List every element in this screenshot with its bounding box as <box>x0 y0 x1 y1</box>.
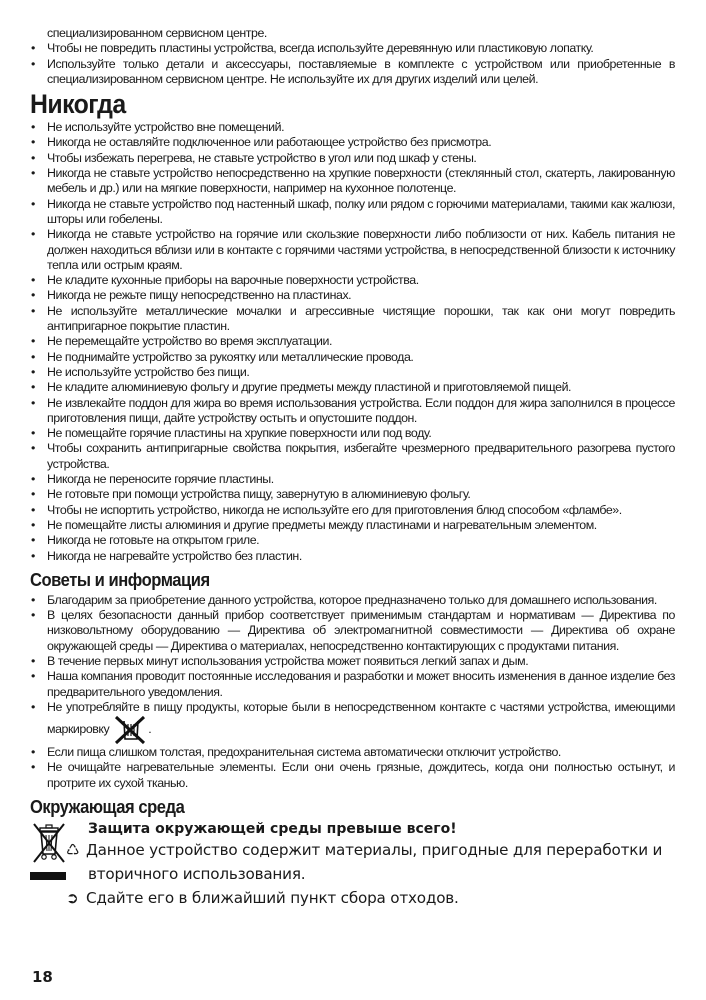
arrow-icon: ➲ <box>66 889 79 908</box>
list-item: • Не готовьте при помощи устройства пищу, завернутую в алюминиевую фольгу. <box>30 487 675 502</box>
list-item: • Чтобы не испортить устройство, никогда не используйте его для приготовления блюд способом «фламбе». <box>30 503 675 518</box>
page-number: 18 <box>32 968 53 986</box>
weee-bar <box>30 872 66 880</box>
list-item: • Чтобы сохранить антипригарные свойства покрытия, избегайте чрезмерного предварительного разогрева пустого устройства. <box>30 441 675 472</box>
list-item: • Благодарим за приобретение данного устройства, которое предназначено только для домашнего использования. <box>30 593 675 608</box>
environment-headline: Защита окружающей среды превыше всего! <box>88 821 457 838</box>
list-item: • Не очищайте нагревательные элементы. Если они очень грязные, дождитесь, когда они полностью остынут, и протрите их сухой тканью. <box>30 760 675 791</box>
list-item: • Не используйте устройство вне помещений. <box>30 120 675 135</box>
list-item: • Никогда не ставьте устройство под настенный шкаф, полку или рядом с горючими материалами, такими как жалюзи, шторы или гобелены. <box>30 197 675 228</box>
top-list <box>30 41 675 87</box>
list-item: • Чтобы не повредить пластины устройства, всегда используйте деревянную или пластиковую лопатку. <box>30 41 675 56</box>
not-food-contact-icon <box>112 715 148 745</box>
never-list <box>30 120 675 564</box>
list-item: • Используйте только детали и аксессуары, поставляемые в комплекте с устройством или приобретенные в специализированном сервисном центре. Не используйте их для других изделий или целей. <box>30 57 675 88</box>
list-item: • Если пища слишком толстая, предохранительная система автоматически отключит устройство. <box>30 745 675 760</box>
list-item: • Никогда не режьте пищу непосредственно на пластинах. <box>30 288 675 303</box>
recycle-icon: ♺ <box>66 841 80 860</box>
list-item: • Не кладите кухонные приборы на варочные поверхности устройства. <box>30 273 675 288</box>
continued-line: специализированном сервисном центре. <box>47 26 267 40</box>
crossed-bin-icon <box>32 822 66 866</box>
list-item: • Не используйте устройство без пищи. <box>30 365 675 380</box>
list-item: • Наша компания проводит постоянные исследования и разработки и может вносить изменения в данное изделие без предварительного уведомления. <box>30 669 675 700</box>
list-item: • Чтобы избежать перегрева, не ставьте устройство в угол или под шкаф у стены. <box>30 151 675 166</box>
list-item: • Не кладите алюминиевую фольгу и другие предметы между пластиной и приготовляемой пищей. <box>30 380 675 395</box>
list-item: • Не перемещайте устройство во время эксплуатации. <box>30 334 675 349</box>
tips-heading: Советы и информация <box>30 569 210 590</box>
never-heading: Никогда <box>30 89 126 120</box>
list-item: • В течение первых минут использования устройства может появиться легкий запах и дым. <box>30 654 675 669</box>
list-item: • В целях безопасности данный прибор соответствует применимым стандартам и нормативам — Директива по низковольтному оборудованию — Директива об электромагнитной совместимости — Директива об охране окружающей среды — Директива о материалах, непосредственно контактирующих с продуктами питания. <box>30 608 675 654</box>
list-item: • Никогда не нагревайте устройство без пластин. <box>30 549 675 564</box>
environment-line <box>66 886 675 910</box>
list-item: • Не используйте металлические мочалки и агрессивные чистящие порошки, так как они могут повредить антипригарное покрытие пластин. <box>30 304 675 335</box>
environment-block <box>30 820 675 910</box>
list-item-marking <box>30 700 675 745</box>
list-item: • Не помещайте горячие пластины на хрупкие поверхности или под воду. <box>30 426 675 441</box>
environment-text <box>30 820 675 910</box>
list-item: • Никогда не оставляйте подключенное или работающее устройство без присмотра. <box>30 135 675 150</box>
list-item: • Никогда не переносите горячие пластины. <box>30 472 675 487</box>
tips-list <box>30 593 675 791</box>
environment-line <box>66 838 675 886</box>
list-item: • Никогда не ставьте устройство на горячие или скользкие поверхности либо поблизости от них. Кабель питания не должен находиться вблизи или в контакте с горячими частями устройства, в непосредственной близости к источнику тепла или острым краям. <box>30 227 675 273</box>
marking-text: Не употребляйте в пищу продукты, которые были в непосредственном контакте с частями устройства, имеющими маркировку <box>47 699 675 737</box>
list-item: • Никогда не ставьте устройство непосредственно на хрупкие поверхности (стеклянный стол, скатерть, лакированную мебель и др.) или на мягкие поверхности, например на кухонное полотенце. <box>30 166 675 197</box>
list-item: • Не поднимайте устройство за рукоятку или металлические провода. <box>30 350 675 365</box>
list-item: • Никогда не готовьте на открытом гриле. <box>30 533 675 548</box>
marking-end: . <box>148 722 152 737</box>
environment-line-text: Данное устройство содержит материалы, пригодные для переработки и вторичного использования. <box>86 841 663 884</box>
list-item: • Не помещайте листы алюминия и другие предметы между пластинами и нагревательным элементом. <box>30 518 675 533</box>
environment-heading: Окружающая среда <box>30 797 185 818</box>
list-item: • Не извлекайте поддон для жира во время использования устройства. Если поддон для жира заполнился в процессе приготовления пищи, дайте устройству остыть и опустошите поддон. <box>30 396 675 427</box>
document-page <box>30 26 675 910</box>
environment-line-text: Сдайте его в ближайший пункт сбора отходов. <box>86 889 459 908</box>
